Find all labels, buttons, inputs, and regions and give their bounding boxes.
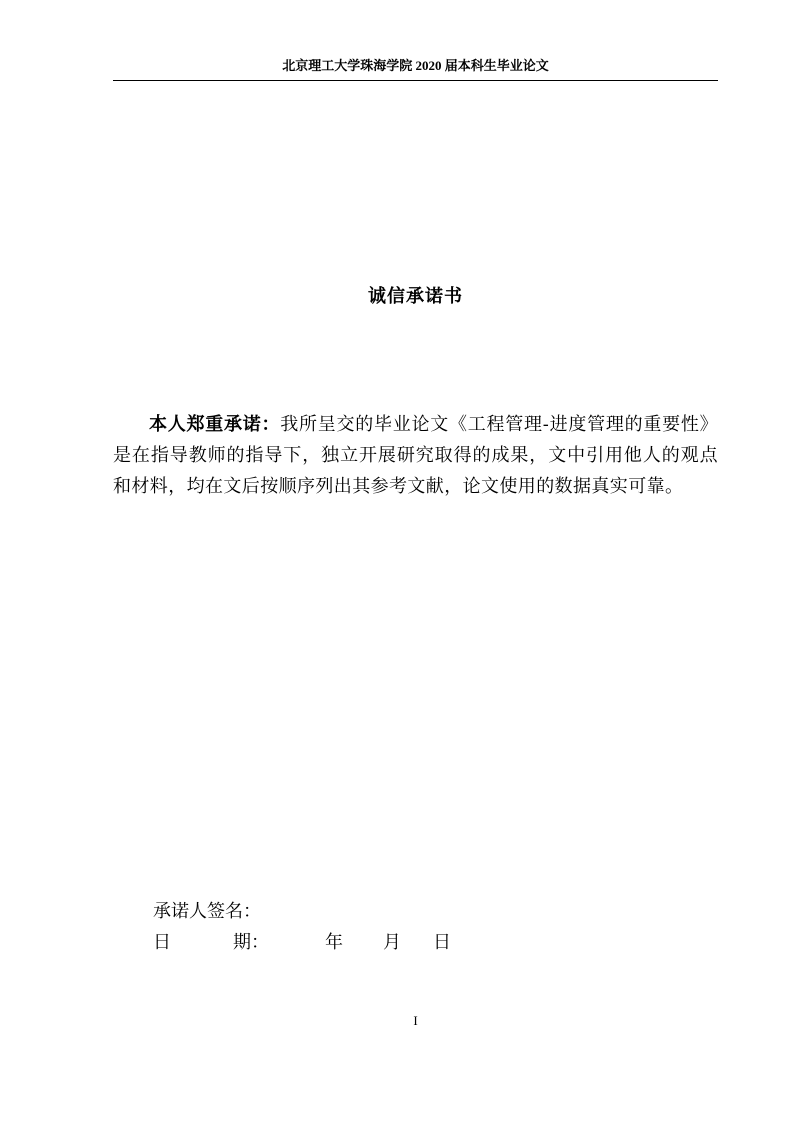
month-label: 月 — [383, 932, 401, 953]
pledge-paragraph — [113, 409, 718, 502]
pledge-lead: 本人郑重承诺： — [149, 414, 281, 435]
date-label-qi: 期： — [233, 932, 269, 953]
day-label: 日 — [433, 932, 451, 953]
page-number: I — [413, 1013, 418, 1028]
date-label-ri: 日 — [153, 932, 171, 953]
header-rule — [113, 80, 718, 81]
page-title: 诚信承诺书 — [368, 286, 463, 307]
running-header: 北京理工大学珠海学院 2020 届本科生毕业论文 — [282, 58, 549, 73]
year-label: 年 — [325, 932, 343, 953]
signature-label: 承诺人签名： — [153, 901, 261, 922]
pledge-body: 我所呈交的毕业论文《工程管理-进度管理的重要性》是在指导教师的指导下，独立开展研究取得的成果，文中引用他人的观点和材料，均在文后按顺序列出其参考文献，论文使用的数据真实可靠。 — [113, 414, 718, 497]
